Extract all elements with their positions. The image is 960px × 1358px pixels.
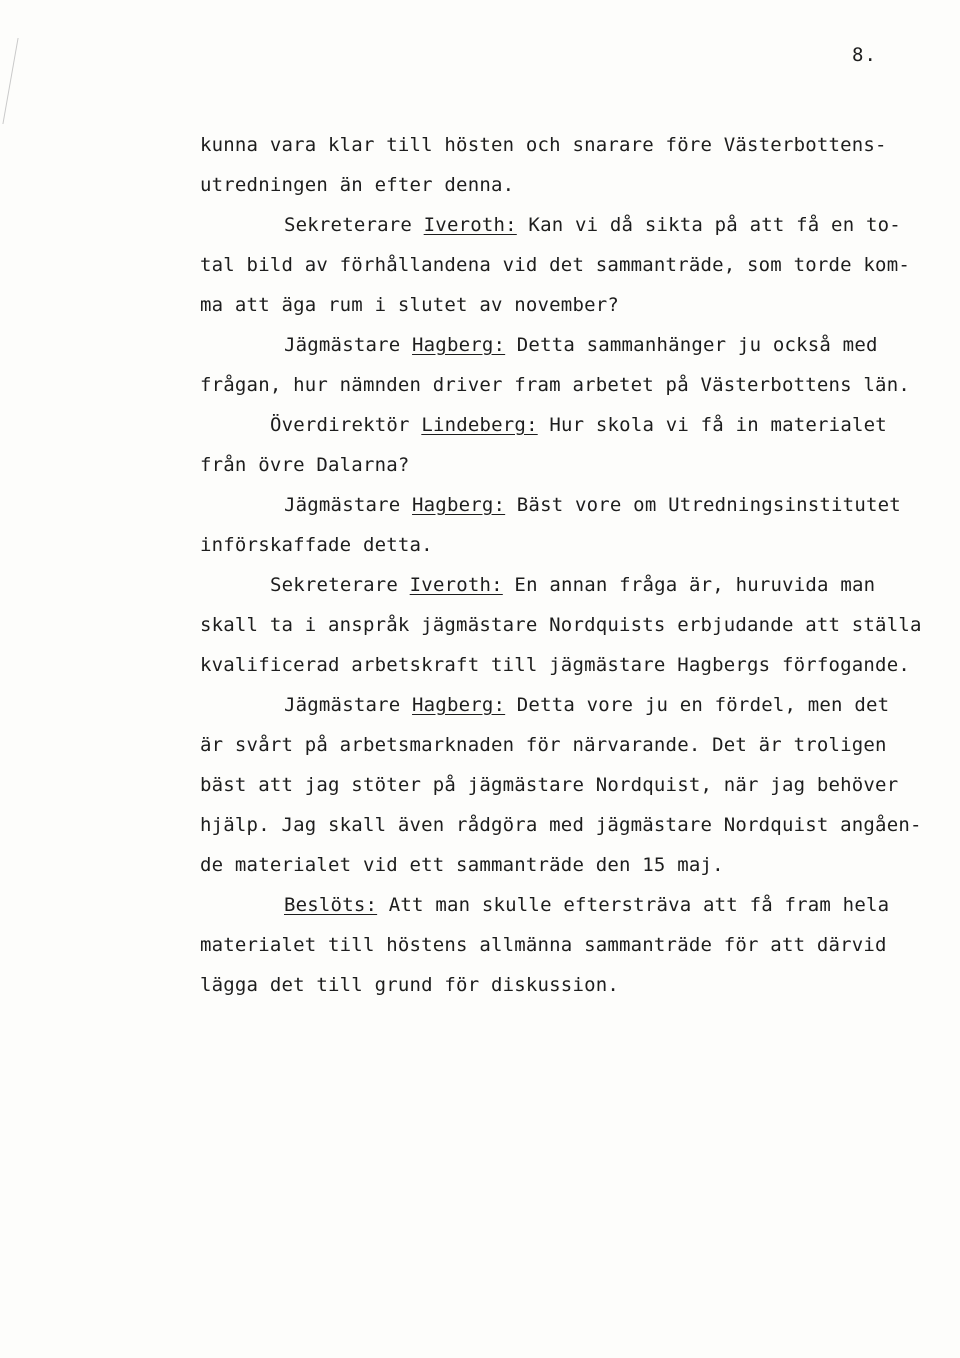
text-line: ma att äga rum i slutet av november? (200, 294, 620, 316)
speaker-title: Jägmästare (284, 494, 401, 516)
text-line: frågan, hur nämnden driver fram arbetet på Västerbottens län. (200, 374, 910, 396)
speaker-title: Sekreterare (284, 214, 413, 236)
text-line: materialet till höstens allmänna sammanträde för att därvid (200, 934, 887, 956)
speaker-line (284, 494, 901, 516)
speaker-name: Lindeberg: (421, 414, 538, 436)
decision-line (284, 894, 889, 916)
speech-text: Detta vore ju en fördel, men det (505, 694, 890, 716)
speech-text: Kan vi då sikta på att få en to- (516, 214, 901, 236)
decision-label: Beslöts: (284, 894, 378, 916)
speech-text: Bäst vore om Utredningsinstitutet (505, 494, 901, 516)
text-line: de materialet vid ett sammanträde den 15 maj. (200, 854, 724, 876)
decision-text: Att man skulle eftersträva att få fram hela (377, 894, 890, 916)
text-line: lägga det till grund för diskussion. (200, 974, 620, 996)
speaker-line (270, 414, 887, 436)
text-line: kunna vara klar till hösten och snarare före Västerbottens- (200, 134, 887, 156)
speaker-title: Överdirektör (270, 414, 410, 436)
speaker-title: Jägmästare (284, 694, 401, 716)
text-line: från övre Dalarna? (200, 454, 410, 476)
speech-text: Detta sammanhänger ju också med (505, 334, 878, 356)
speaker-line (284, 694, 889, 716)
speaker-line (284, 214, 901, 236)
margin-pencil-mark (2, 38, 32, 124)
speaker-name: Hagberg: (412, 494, 506, 516)
speaker-line (270, 574, 875, 596)
text-line: utredningen än efter denna. (200, 174, 515, 196)
text-line: tal bild av förhållandena vid det sammanträde, som torde kom- (200, 254, 910, 276)
text-line: införskaffade detta. (200, 534, 433, 556)
text-line: skall ta i anspråk jägmästare Nordquists erbjudande att ställa (200, 614, 922, 636)
speech-text: En annan fråga är, huruvida man (502, 574, 876, 596)
speaker-title: Sekreterare (270, 574, 399, 596)
speaker-title: Jägmästare (284, 334, 401, 356)
speech-text: Hur skola vi få in materialet (537, 414, 887, 436)
text-line: bäst att jag stöter på jägmästare Nordquist, när jag behöver (200, 774, 899, 796)
speaker-name: Hagberg: (412, 694, 506, 716)
speaker-line (284, 334, 878, 356)
text-line: är svårt på arbetsmarknaden för närvarande. Det är troligen (200, 734, 887, 756)
text-line: kvalificerad arbetskraft till jägmästare Hagbergs förfogande. (200, 654, 910, 676)
speaker-name: Iveroth: (423, 214, 517, 236)
speaker-name: Hagberg: (412, 334, 506, 356)
speaker-name: Iveroth: (409, 574, 503, 596)
text-line: hjälp. Jag skall även rådgöra med jägmästare Nordquist angåen- (200, 814, 922, 836)
page-number: 8. (852, 44, 877, 66)
